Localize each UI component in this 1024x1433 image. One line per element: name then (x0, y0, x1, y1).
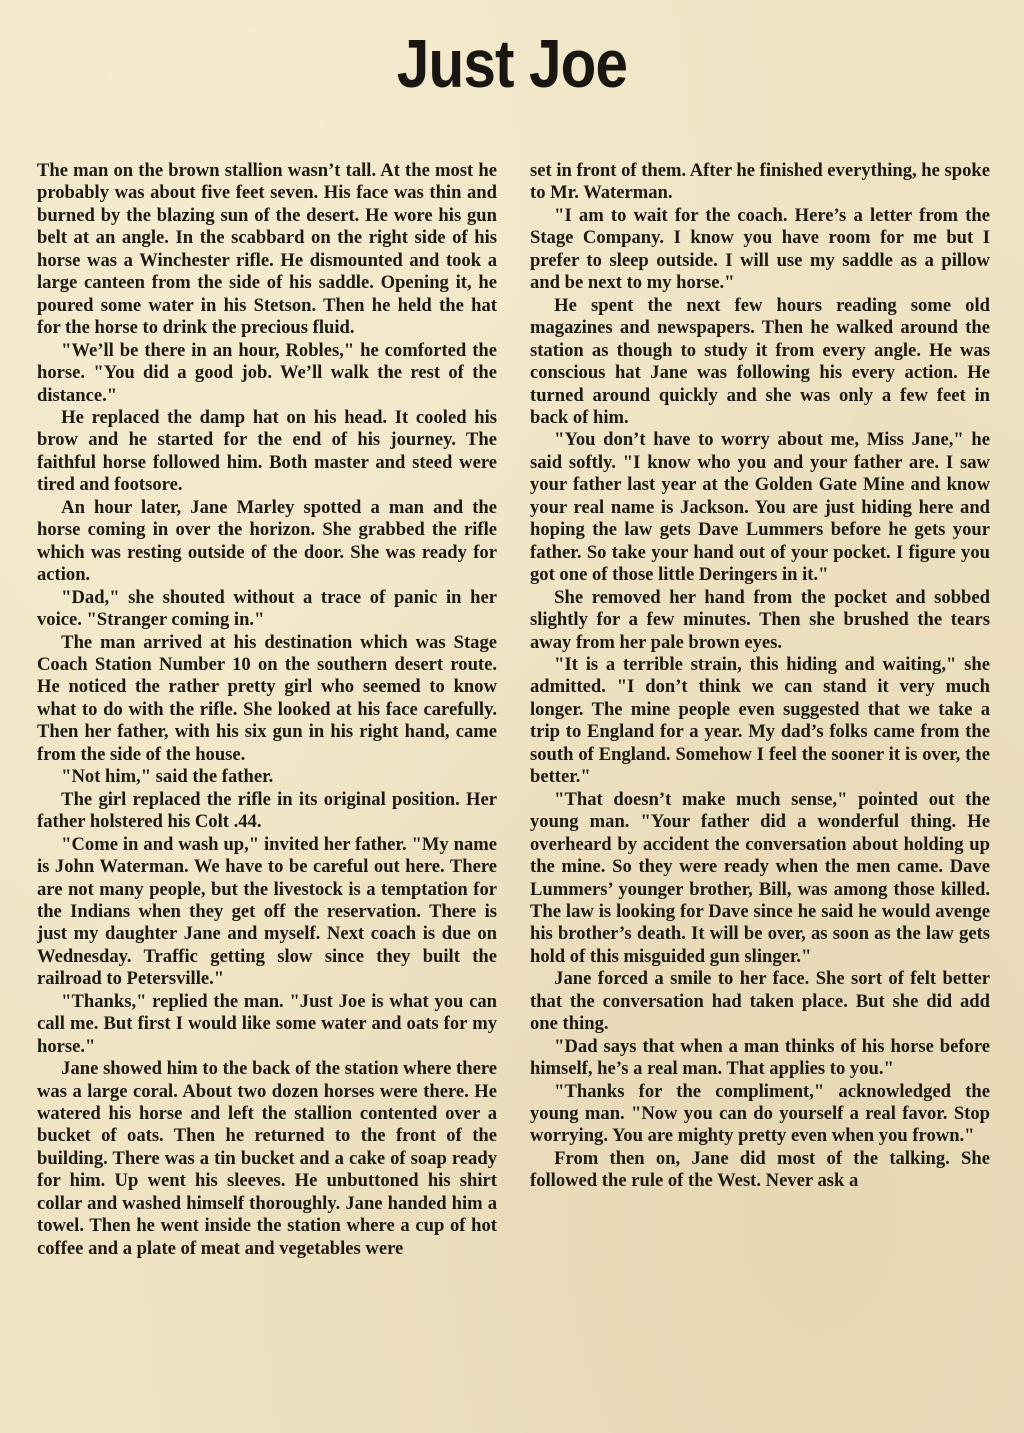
paragraph: "We’ll be there in an hour, Robles," he comforted the horse. "You did a good job. We’ll walk the rest of the distance." (37, 339, 497, 406)
paragraph: He spent the next few hours reading some old magazines and newspapers. Then he walked around the station as though to study it from every angle. He was conscious hat Jane was following his every action. He turned around quickly and she was only a few feet in back of him. (530, 294, 990, 428)
paragraph: The man on the brown stallion wasn’t tall. At the most he probably was about five feet seven. His face was thin and burned by the blazing sun of the desert. He wore his gun belt at an angle. In the scabbard on the right side of his horse was a Winchester rifle. He dismounted and took a large canteen from the side of his saddle. Opening it, he poured some water in his Stetson. Then he held the hat for the horse to drink the precious fluid. (37, 160, 497, 339)
paragraph: "Come in and wash up," invited her father. "My name is John Waterman. We have to be careful out here. There are not many people, but the livestock is a temptation for the Indians when they get off the reservation. There is just my daughter Jane and myself. Next coach is due on Wednesday. Traffic getting slow since they built the railroad to Petersville." (37, 833, 497, 990)
paragraph: "Thanks," replied the man. "Just Joe is what you can call me. But first I would like some water and oats for my horse." (37, 990, 497, 1057)
paragraph: "Not him," said the father. (61, 766, 274, 788)
paragraph: "You don’t have to worry about me, Miss Jane," he said softly. "I know who you and your father are. I saw your father last year at the Golden Gate Mine and know your real name is Jackson. You are just hiding here and hoping the law gets Dave Lummers before he gets your father. So take your hand out of your pocket. I figure you got one of those little Deringers in it." (530, 429, 990, 586)
paragraph: "Thanks for the compliment," acknowledged the young man. "Now you can do yourself a real favor. Stop worrying. You are mighty pretty even when you frown." (530, 1080, 990, 1147)
left-column (37, 160, 497, 1260)
paragraph: The girl replaced the rifle in its original position. Her father holstered his Colt .44. (37, 788, 497, 833)
paragraph: Jane showed him to the back of the station where there was a large coral. About two dozen horses were there. He watered his horse and left the stallion contented over a bucket of oats. Then he returned to the front of the building. There was a tin bucket and a cake of soap ready for him. Up went his sleeves. He unbuttoned his shirt collar and washed himself thoroughly. Jane handed him a towel. Then he went inside the station where a cup of hot coffee and a plate of meat and vegetables were (37, 1058, 497, 1259)
paragraph: "I am to wait for the coach. Here’s a letter from the Stage Company. I know you have room for me but I prefer to sleep outside. I will use my saddle as a pillow and be next to my horse." (530, 204, 990, 294)
paragraph: "Dad," she shouted without a trace of panic in her voice. "Stranger coming in." (37, 586, 497, 631)
story-title: Just Joe (396, 26, 628, 102)
paragraph: "It is a terrible strain, this hiding and waiting," she admitted. "I don’t think we can stand it very much longer. The mine people even suggested that we take a trip to England for a year. My dad’s folks came from the south of England. Somehow I feel the sooner it is over, the better." (530, 653, 990, 788)
right-column (530, 160, 990, 1193)
paragraph: set in front of them. After he finished everything, he spoke to Mr. Waterman. (530, 160, 991, 204)
paragraph: She removed her hand from the pocket and sobbed slightly for a few minutes. Then she brushed the tears away from her pale brown eyes. (530, 586, 990, 653)
paragraph: He replaced the damp hat on his head. It cooled his brow and he started for the end of his journey. The faithful horse followed him. Both master and steed were tired and footsore. (37, 406, 497, 496)
paragraph: Jane forced a smile to her face. She sort of felt better that the conversation had taken place. But she did add one thing. (530, 968, 990, 1035)
paragraph: From then on, Jane did most of the talking. She followed the rule of the West. Never ask a (530, 1147, 990, 1192)
paragraph: The man arrived at his destination which was Stage Coach Station Number 10 on the southern desert route. He noticed the rather pretty girl who seemed to know what to do with the rifle. She looked at his face carefully. Then her father, with his six gun in his right hand, came from the side of the house. (37, 631, 497, 765)
paragraph: An hour later, Jane Marley spotted a man and the horse coming in over the horizon. She grabbed the rifle which was resting outside of the door. She was ready for action. (37, 496, 497, 586)
paragraph: "Dad says that when a man thinks of his horse before himself, he’s a real man. That applies to you." (530, 1035, 990, 1080)
paragraph: "That doesn’t make much sense," pointed out the young man. "Your father did a wonderful thing. He overheard by accident the conversation about holding up the mine. So they were ready when the men came. Dave Lummers’ younger brother, Bill, was among those killed. The law is looking for Dave since he said he would avenge his brother’s death. It will be over, as soon as the law gets hold of this misguided gun slinger." (530, 788, 990, 967)
